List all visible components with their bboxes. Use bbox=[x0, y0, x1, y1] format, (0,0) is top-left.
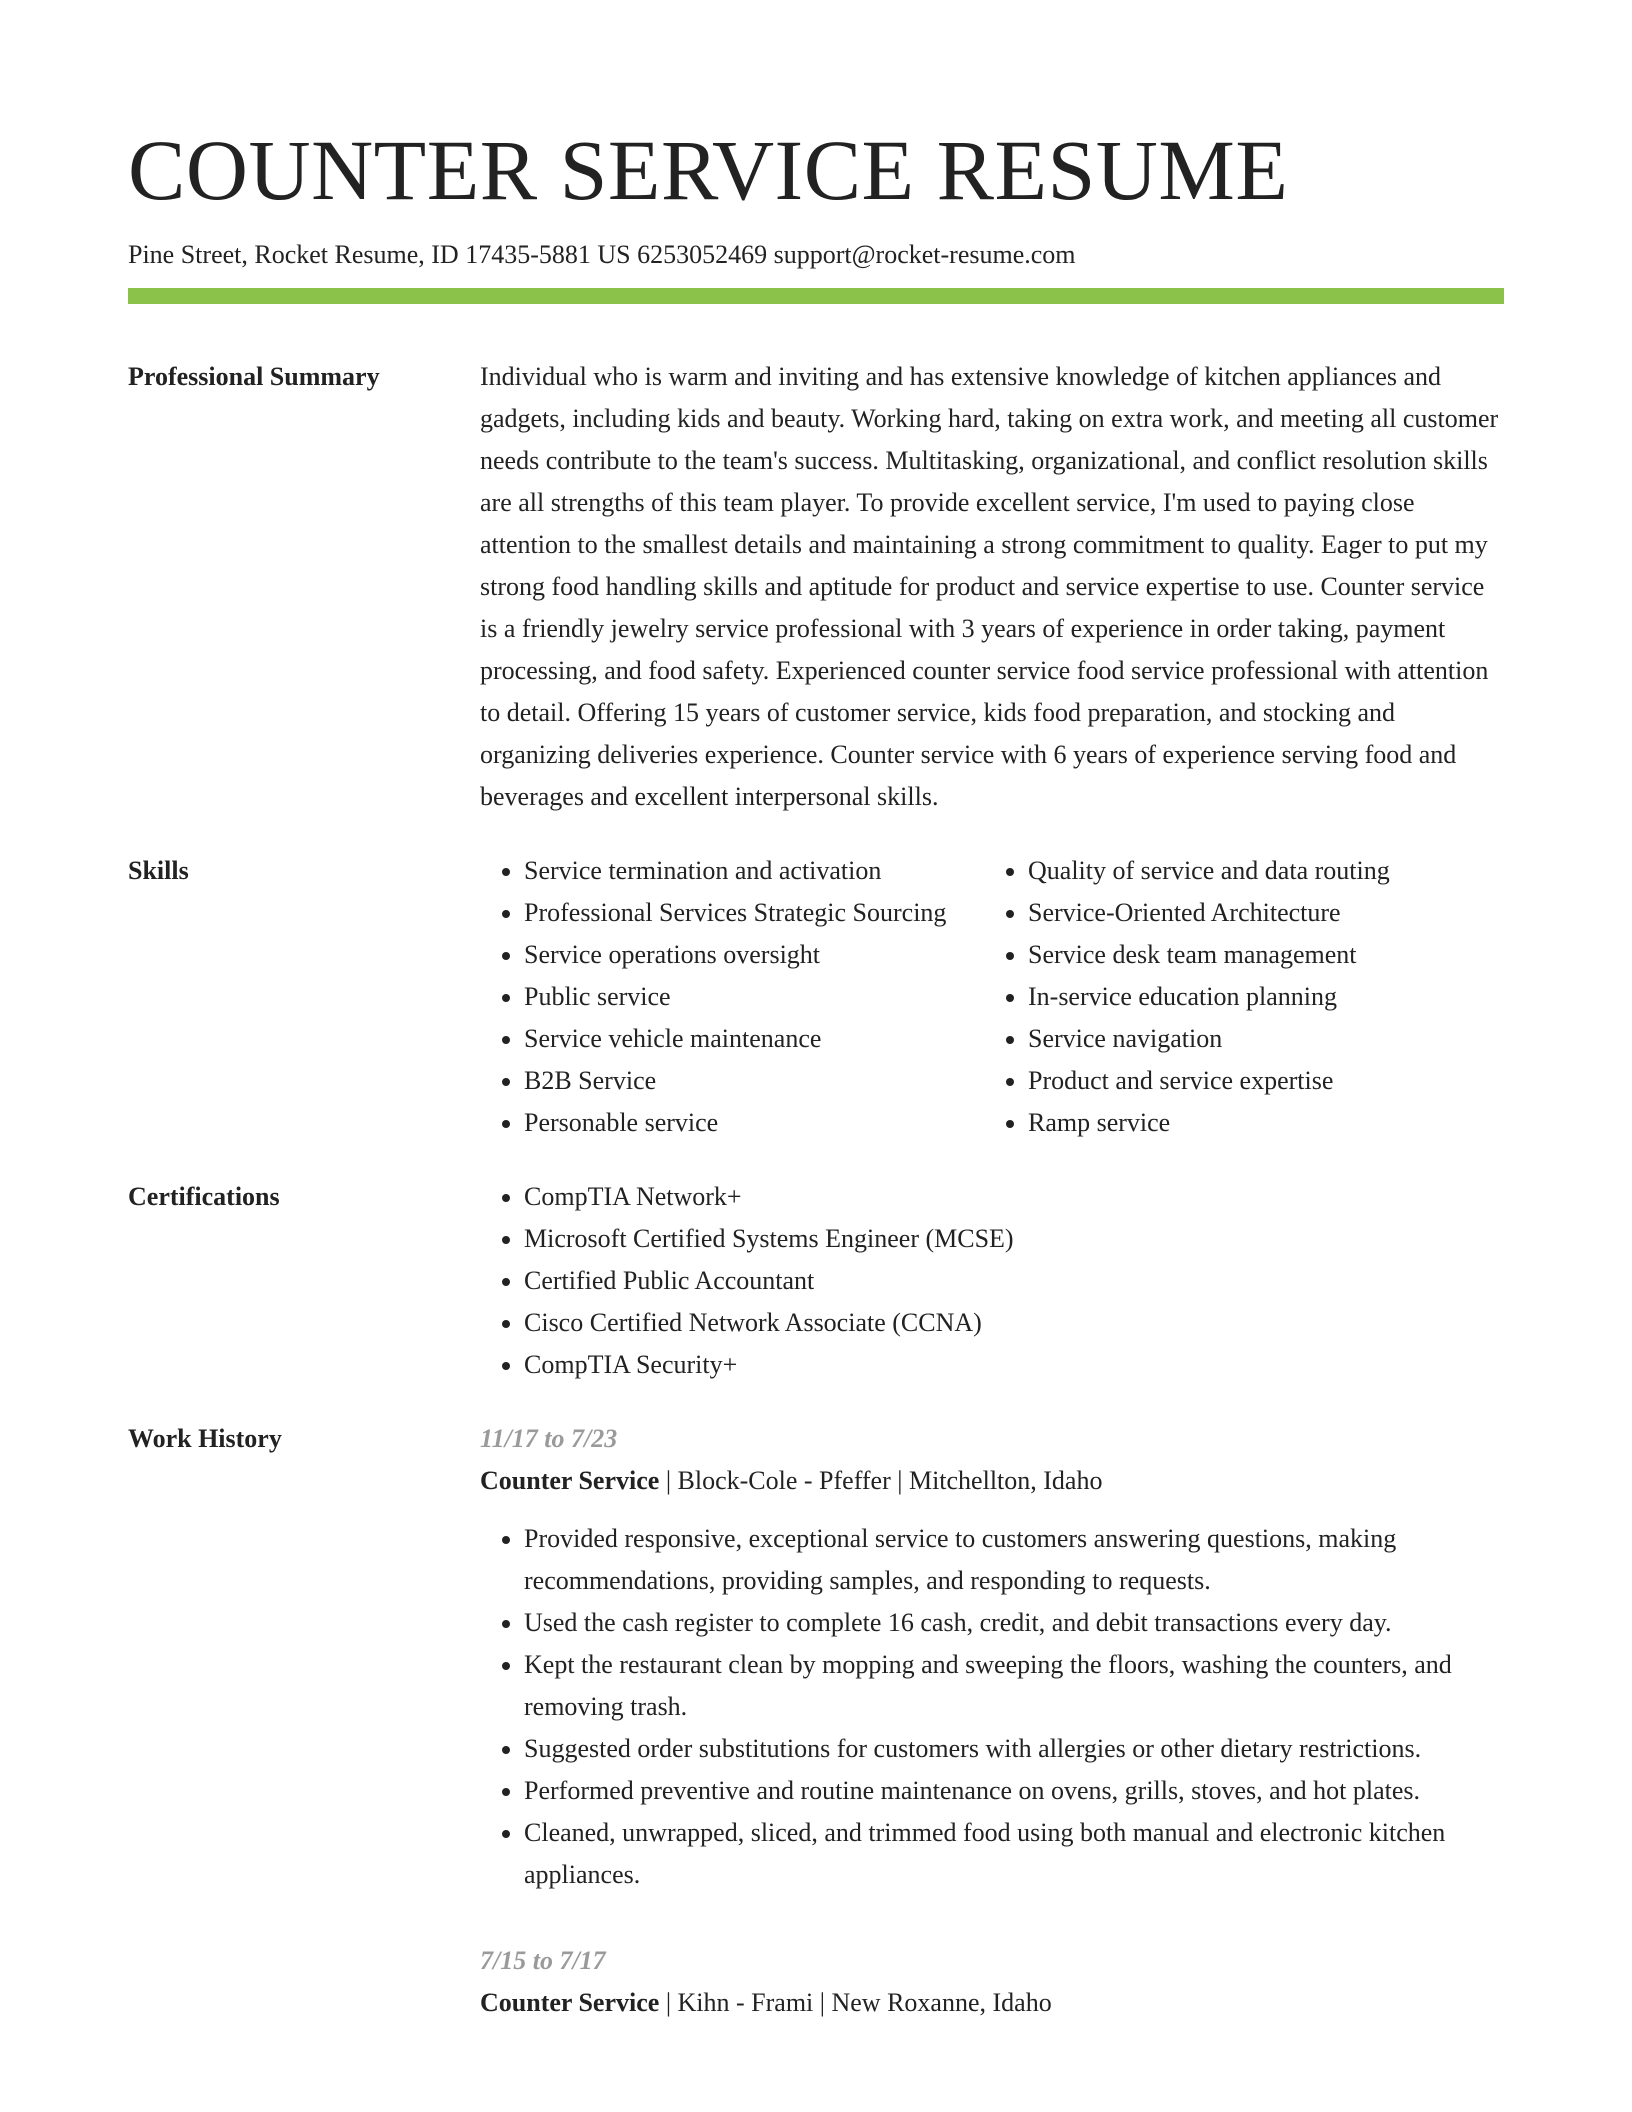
skills-section bbox=[128, 850, 1504, 1144]
work-history-section bbox=[128, 1418, 1504, 2068]
summary-section bbox=[128, 356, 1504, 818]
skill-item: • Service operations oversight bbox=[524, 934, 984, 976]
skill-item: • Service vehicle maintenance bbox=[524, 1018, 984, 1060]
section-label-certifications: Certifications bbox=[128, 1182, 280, 1211]
section-label-skills: Skills bbox=[128, 856, 189, 885]
job-entry bbox=[480, 1940, 1504, 2024]
skill-item: • In-service education planning bbox=[1028, 976, 1548, 1018]
job-bullet: • Used the cash register to complete 16 cash, credit, and debit transactions every day. bbox=[524, 1602, 1504, 1644]
job-employer-location: | Block-Cole - Pfeffer | Mitchellton, Idaho bbox=[659, 1466, 1103, 1495]
skill-item: • Service navigation bbox=[1028, 1018, 1548, 1060]
skills-list-right bbox=[984, 850, 1548, 1144]
skills-list-left bbox=[480, 850, 984, 1144]
skills-content bbox=[480, 850, 1504, 1144]
section-label-work-history: Work History bbox=[128, 1424, 282, 1453]
job-role: Counter Service bbox=[480, 1466, 660, 1495]
certifications-list bbox=[480, 1176, 1504, 1386]
skill-item: • Personable service bbox=[524, 1102, 984, 1144]
job-dates: 7/15 to 7/17 bbox=[480, 1946, 606, 1975]
skill-item: • Service termination and activation bbox=[524, 850, 984, 892]
summary-text: Individual who is warm and inviting and has extensive knowledge of kitchen appliances and gadgets, including kids and beauty. Working hard, taking on extra work, and meeting all customer needs contribute to the team's success. Multitasking, organizational, and conflict resolution skills are all strengths of this team player. To provide excellent service, I'm used to paying close attention to the smallest details and maintaining a strong commitment to quality. Eager to put my strong food handling skills and aptitude for product and service expertise to use. Counter service is a friendly jewelry service professional with 3 years of experience in order taking, payment processing, and food safety. Experienced counter service food service professional with attention to detail. Offering 15 years of customer service, kids food preparation, and stocking and organizing deliveries experience. Counter service with 6 years of experience serving food and beverages and excellent interpersonal skills. bbox=[480, 362, 1499, 811]
job-role: Counter Service bbox=[480, 1988, 660, 2017]
job-title-line bbox=[480, 1460, 1504, 1502]
job-entry bbox=[480, 1418, 1504, 1896]
skill-item: • Professional Services Strategic Sourcing bbox=[524, 892, 984, 934]
skill-item: • B2B Service bbox=[524, 1060, 984, 1102]
job-bullet: • Cleaned, unwrapped, sliced, and trimmed food using both manual and electronic kitchen appliances. bbox=[524, 1812, 1504, 1896]
certification-item: • CompTIA Network+ bbox=[524, 1176, 1504, 1218]
job-bullet: • Performed preventive and routine maintenance on ovens, grills, stoves, and hot plates. bbox=[524, 1770, 1504, 1812]
skill-item: • Public service bbox=[524, 976, 984, 1018]
certifications-section bbox=[128, 1176, 1504, 1386]
job-title-line bbox=[480, 1982, 1504, 2024]
skill-item: • Service-Oriented Architecture bbox=[1028, 892, 1548, 934]
contact-line: Pine Street, Rocket Resume, ID 17435-5881 US 6253052469 support@rocket-resume.com bbox=[128, 240, 1076, 269]
job-dates: 11/17 to 7/23 bbox=[480, 1424, 618, 1453]
skill-item: • Product and service expertise bbox=[1028, 1060, 1548, 1102]
job-employer-location: | Kihn - Frami | New Roxanne, Idaho bbox=[659, 1988, 1052, 2017]
skill-item: • Service desk team management bbox=[1028, 934, 1548, 976]
certification-item: • Cisco Certified Network Associate (CCNA) bbox=[524, 1302, 1504, 1344]
certifications-content bbox=[480, 1176, 1504, 1386]
section-label-summary: Professional Summary bbox=[128, 362, 380, 391]
skill-item: • Ramp service bbox=[1028, 1102, 1548, 1144]
job-bullet: • Provided responsive, exceptional service to customers answering questions, making recommendations, providing samples, and responding to requests. bbox=[524, 1518, 1504, 1602]
certification-item: • Microsoft Certified Systems Engineer (MCSE) bbox=[524, 1218, 1504, 1260]
job-bullets bbox=[480, 1518, 1504, 1896]
certification-item: • CompTIA Security+ bbox=[524, 1344, 1504, 1386]
resume-page bbox=[128, 0, 1504, 2068]
resume-title: COUNTER SERVICE RESUME bbox=[128, 122, 1289, 218]
summary-content bbox=[480, 356, 1504, 818]
accent-divider bbox=[128, 288, 1504, 304]
work-history-content bbox=[480, 1418, 1504, 2068]
certification-item: • Certified Public Accountant bbox=[524, 1260, 1504, 1302]
job-bullet: • Kept the restaurant clean by mopping and sweeping the floors, washing the counters, and removing trash. bbox=[524, 1644, 1504, 1728]
job-bullet: • Suggested order substitutions for customers with allergies or other dietary restrictions. bbox=[524, 1728, 1504, 1770]
skill-item: • Quality of service and data routing bbox=[1028, 850, 1548, 892]
